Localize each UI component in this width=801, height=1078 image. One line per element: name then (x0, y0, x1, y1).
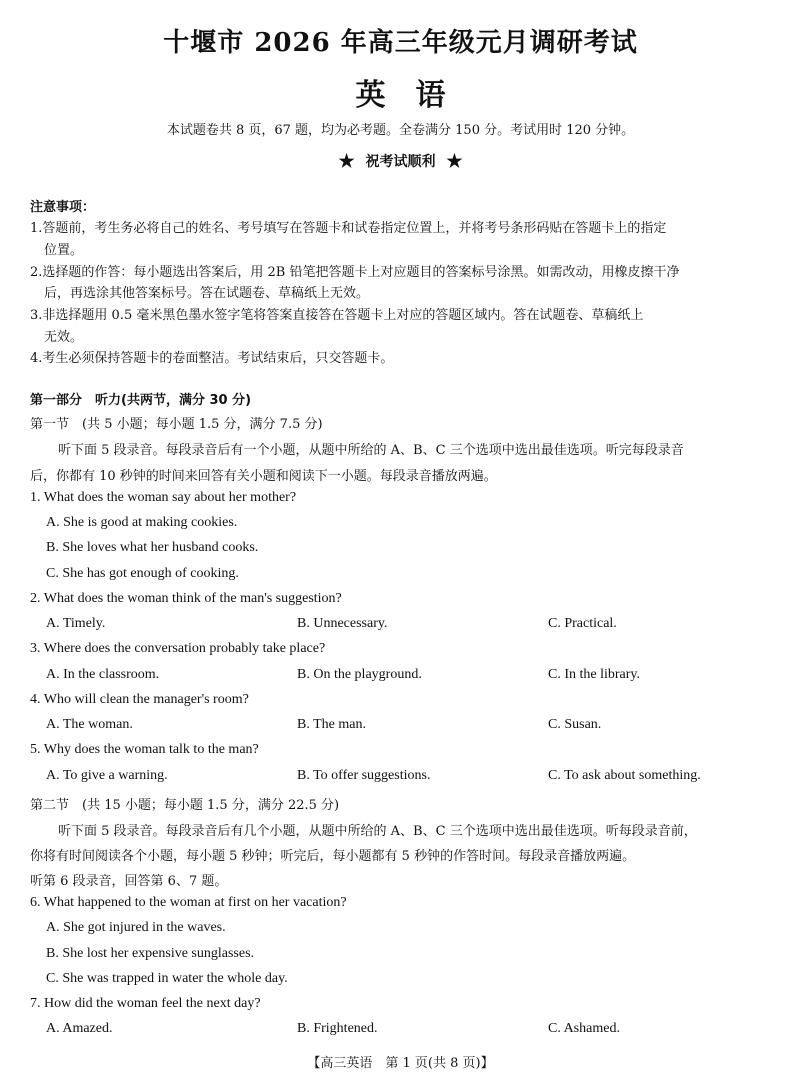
option-1c: C. She has got enough of cooking. (46, 566, 239, 581)
option-2a: A. Timely. (46, 616, 106, 631)
option-4b: B. The man. (297, 717, 366, 732)
section2-instructions: 听下面 5 段录音。每段录音后有几个小题，从题中所给的 A、B、C 三个选项中选出最佳选项。听每段录音前， (58, 824, 697, 839)
question-1: 1. What does the woman say about her mother? (30, 490, 297, 505)
part1-heading: 第一部分 听力(共两节，满分 30 分) (30, 393, 252, 408)
question-5: 5. Why does the woman talk to the man? (30, 742, 259, 757)
option-4c: C. Susan. (548, 717, 602, 732)
question-2: 2. What does the woman think of the man's suggestion? (30, 591, 342, 606)
option-5a: A. To give a warning. (46, 768, 168, 783)
note-line: 无效。 (44, 330, 84, 345)
note-line: 位置。 (44, 243, 84, 258)
option-3c: C. In the library. (548, 667, 641, 682)
option-2b: B. Unnecessary. (297, 616, 388, 631)
option-3b: B. On the playground. (297, 667, 422, 682)
option-5b: B. To offer suggestions. (297, 768, 431, 783)
note-line: 4.考生必须保持答题卡的卷面整洁。考试结束后，只交答题卡。 (30, 351, 394, 366)
option-7c: C. Ashamed. (548, 1021, 620, 1036)
exam-info: 本试题卷共 8 页，67 题，均为必考题。全卷满分 150 分。考试用时 120 分钟。 (166, 123, 635, 138)
section2-heading: 第二节 (共 15 小题；每小题 1.5 分，满分 22.5 分) (30, 798, 340, 813)
subject-title: 英语 (355, 78, 476, 113)
section1-instructions: 听下面 5 段录音。每段录音后有一个小题，从题中所给的 A、B、C 三个选项中选出最佳选项。听完每段录音 (58, 443, 684, 458)
option-6c: C. She was trapped in water the whole day. (46, 971, 288, 986)
option-5c: C. To ask about something. (548, 768, 701, 783)
good-luck-banner (0, 151, 801, 172)
question-7: 7. How did the woman feel the next day? (30, 996, 261, 1011)
section1-heading: 第一节 (共 5 小题；每小题 1.5 分，满分 7.5 分) (30, 417, 323, 432)
option-1b: B. She loves what her husband cooks. (46, 540, 259, 555)
good-luck-text: 祝考试顺利 (365, 154, 436, 170)
option-4a: A. The woman. (46, 717, 133, 732)
note-line: 后，再选涂其他答案标号。答在试题卷、草稿纸上无效。 (44, 286, 370, 301)
option-6b: B. She lost her expensive sunglasses. (46, 946, 255, 961)
section2-instructions: 你将有时间阅读各个小题，每小题 5 秒钟；听完后，每小题都有 5 秒钟的作答时间。每段录音播放两遍。 (30, 849, 636, 864)
option-2c: C. Practical. (548, 616, 617, 631)
question-3: 3. Where does the conversation probably take place? (30, 641, 326, 656)
question-4: 4. Who will clean the manager's room? (30, 692, 249, 707)
section1-instructions: 后，你都有 10 秒钟的时间来回答有关小题和阅读下一小题。每段录音播放两遍。 (30, 469, 497, 484)
note-line: 2.选择题的作答：每小题选出答案后，用 2B 铅笔把答题卡上对应题目的答案标号涂黑。如需改动，用橡皮擦干净 (30, 265, 680, 280)
note-line: 3.非选择题用 0.5 毫米黑色墨水签字笔将答案直接答在答题卡上对应的答题区域内。答在试题卷、草稿纸上 (30, 308, 644, 323)
option-6a: A. She got injured in the waves. (46, 920, 226, 935)
option-3a: A. In the classroom. (46, 667, 160, 682)
notes-heading: 注意事项： (30, 200, 96, 215)
option-7a: A. Amazed. (46, 1021, 113, 1036)
question-6: 6. What happened to the woman at first on her vacation? (30, 895, 347, 910)
note-line: 1.答题前，考生务必将自己的姓名、考号填写在答题卡和试卷指定位置上，并将考号条形码贴在答题卡上的指定 (30, 221, 667, 236)
page-footer: 【高三英语 第 1 页(共 8 页)】 (307, 1056, 494, 1071)
star-icon: ★ (446, 151, 463, 172)
star-icon: ★ (338, 151, 355, 172)
option-7b: B. Frightened. (297, 1021, 378, 1036)
listen-instruction: 听第 6 段录音，回答第 6、7 题。 (30, 874, 228, 889)
option-1a: A. She is good at making cookies. (46, 515, 238, 530)
exam-title: 十堰市 2026 年高三年级元月调研考试 (163, 28, 638, 58)
